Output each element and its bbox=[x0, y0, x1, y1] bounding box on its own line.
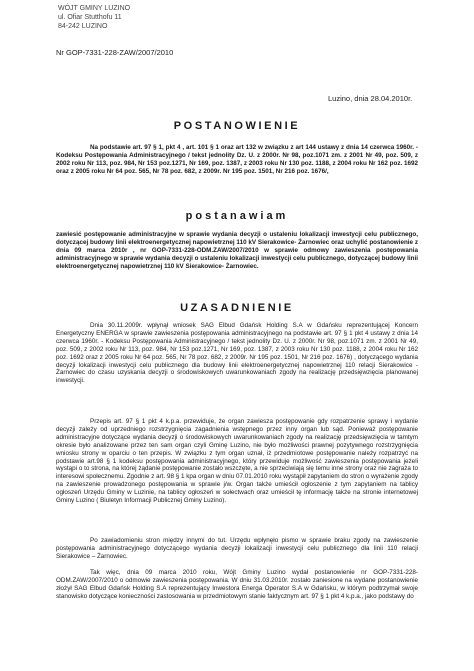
office-stamp bbox=[58, 4, 178, 31]
justification-paragraph-1: Dnia 30.11.2009r. wpłynął wniosek SAG Elbud Gdańsk Holding S.A w Gdańsku reprezentującej Koncern Energetyczny ENERGA w sprawie zawieszenia postępowania administracyjnego na podstawie art. 97 § 1 pkt 4 ustawy z dnia 14 czerwca 1960r. - Kodeksu Postępowania Administracyjnego / tekst jednolity Dz. U. z 2000r. Nr 98, poz.1071 zm. z 2001 Nr 49, poz. 509, z 2002 roku Nr 113, poz. 984, Nr 153 poz.1271, Nr 169, poz. 1387, z 2003 roku Nr 130 poz. 1188, z 2004 roku Nr 162 poz. 1692 oraz z 2005 roku Nr 64 poz. 565, Nr 78 poz. 682, z 2009r. Nr 195 poz. 1501, Nr 216 poz. 1676) , dotyczącego wydania decyzji lokalizacji inwestycji celu publicznego dla budowy linii elektroenergetycznej napowietrznej 110 relacji Sierakowice - Żarnowiec do czasu uzyskania decyzji o środowiskowych uwarunkowaniach zgody na realizację przedsięwzięcia planowanej inwestycji. bbox=[56, 322, 418, 385]
stamp-line-1: WÓJT GMINY LUZINO bbox=[58, 5, 131, 12]
justification-paragraph-3: Po zawiadomieniu stron między innymi do tut. Urzędu wpłynęło pismo w sprawie braku zgody na zawieszenie postępowania administracyjnego dotyczącego wydania decyzji lokalizacji inwestycji celu publicznego dla linii 110 relacji Sierakowice – Żarnowiec. bbox=[56, 537, 418, 560]
justification-paragraph-4: Tak więc, dnia 09 marca 2010 roku, Wójt Gminy Luzino wydał postanowienie nr GOP-7331-228-ODM.ZAW/2007/2010 o odmowie zawieszenia postępowania. W dniu 31.03.2010r. zostało zaniesione na wydane postanowienie złożył SAG Elbud Gdańsk Holding S.A reprezentujący Inwestora Energa Operator S.A w Gdańsku, w którym podtrzymał swoje stanowisko dotyczące konieczności zastosowania w przedmiotowym stanie faktycznym art. 97 § 1 pkt 4 k.p.a., jako podstawy do bbox=[56, 569, 418, 600]
stamp-line-3: 84-242 LUZINO bbox=[58, 23, 108, 30]
justification-paragraph-2: Przepis art. 97 § 1 pkt 4 k.p.a. przewiduje, że organ zawiesza postępowanie gdy rozpatrzenie sprawy i wydanie decyzji zależy od uprzedniego rozstrzygnięcia zagadnienia wstępnego przez inny organ lub sąd. Ponieważ postępowanie administracyjne dotyczące wydania decyzji o środowiskowych uwarunkowaniach zgody na realizację przedsięwzięcia w tamtym okresie było analizowane przez ten sam organ czyli Gminę Luzino, nie było możliwości prawnej pozytywnego rozstrzygnięcia wniosku strony w oparciu o ten przepis. W związku z tym organ uznał, iż przedmiotowe postępowanie należy rozpatrzyć na podstawie art.98 § 1 kodeksu postępowania administracyjnego, który przewiduje możliwość zawieszenia postępowania jeżeli wystąpi o to strona, na której żądanie postępowanie zostało wszczęte, a nie sprzeciwiają się temu inne strony oraz nie zagraża to interesowi społecznemu. Zgodnie z art. 98 § 1 kpa organ w dniu 07.01.2010 roku wystąpił zapytaniem do stron o wyrażenie zgody na zawieszenie prowadzonego postępowania w sprawie j/w. Organ także umieścił ogłoszenie z tym zapytaniem na tablicy ogłoszeń Urzędu Gminy w Luzinie, na tablicy ogłoszeń w sołectwach oraz umieścił tę informację także na stronie internetowej Gminy Luzino ( Biuletyn Informacji Publicznej Gminy Luzino). bbox=[56, 418, 418, 505]
reference-number: Nr GOP-7331-228-ZAW/2007/2010 bbox=[56, 48, 174, 57]
ruling-text: zawiesić postępowanie administracyjne w sprawie wydania decyzji o ustaleniu lokalizacji inwestycji celu publicznego, dotyczącej budowy linii elektroenergetycznej napowietrznej 110 kV Sierakowice- Żarnowiec oraz uchylić postanowienie z dnia 09 marca 2010r , nr GOP-7331-228-ODM.ZAW/2007/2010 w sprawie odmowy zawieszenia postępowania administracyjnego w sprawie wydania decyzji o ustaleniu lokalizacji inwestycji celu publicznego, dotyczącej budowy linii elektroenergetycznej napowietrznej 110 kV Sierakowice- Żarnowiec. bbox=[56, 231, 418, 270]
stamp-line-2: ul. Ofiar Stutthofu 11 bbox=[58, 14, 122, 21]
place-and-date: Luzino, dnia 28.04.2010r. bbox=[328, 94, 413, 103]
ruling-heading: postanawiam bbox=[185, 210, 289, 222]
justification-heading: UZASADNIENIE bbox=[180, 302, 294, 314]
document-title: POSTANOWIENIE bbox=[173, 120, 301, 132]
legal-basis: Na podstawie art. 97 § 1, pkt 4 , art. 101 § 1 oraz art 132 w związku z art 144 ustawy z dnia 14 czerwca 1960r. - Kodeksu Postępowania Administracyjnego / tekst jednolity Dz. U. z 2000r. Nr 98, poz.1071 zm. z 2001 Nr 49, poz. 509, z 2002 roku Nr 113, poz. 984, Nr 153 poz.1271, Nr 169, poz. 1387, z 2003 roku Nr 130 poz. 1188, z 2004 roku Nr 162 poz. 1692 oraz z 2005 roku Nr 64 poz. 565, Nr 78 poz. 682, z 2009r. Nr 195 poz. 1501, Nr 216 poz. 1676/, bbox=[56, 144, 418, 175]
